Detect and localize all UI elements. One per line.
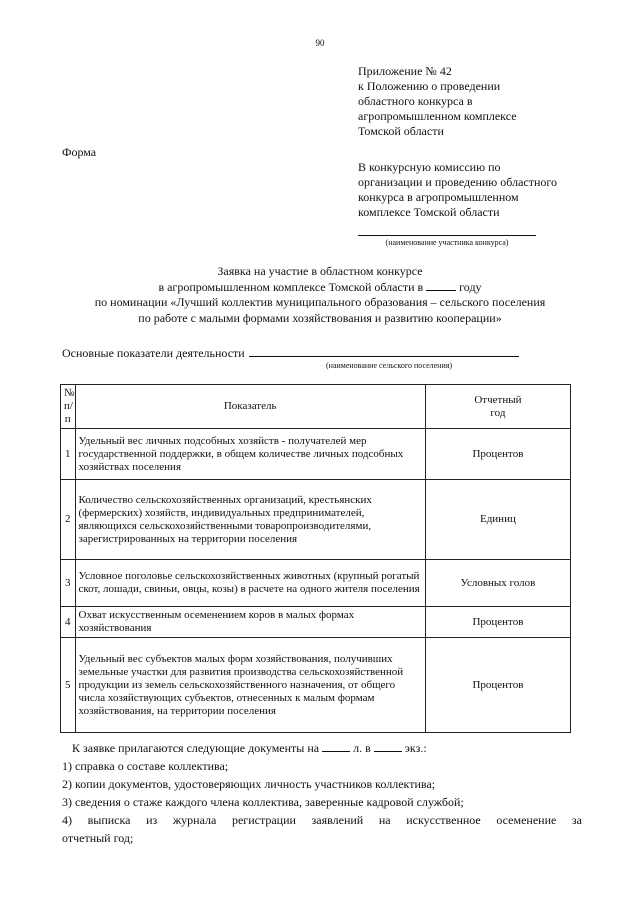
appendix-line: агропромышленном комплексе [358, 109, 517, 123]
document-item-3: 3) сведения о стаже каждого члена коллектива, заверенные кадровой службой; [62, 795, 464, 809]
header-num-line-2: п/п [64, 400, 73, 425]
copies-blank [374, 741, 402, 752]
appendix-line: к Положению о проведении [358, 79, 501, 93]
document-item-2: 2) копии документов, удостоверяющих личность участников коллектива; [62, 777, 436, 791]
title-line-2-end: году [459, 279, 482, 294]
row-number: 3 [61, 560, 76, 607]
document-item-4-line-1: 4) выписка из журнала регистрации заявлений на искусственное осеменение за [62, 813, 582, 827]
row-unit: Условных голов [425, 560, 570, 607]
indicators-label-row [62, 346, 519, 361]
recipient-line: комплексе Томской области [358, 205, 500, 219]
documents-intro-part-1: К заявке прилагаются следующие документы на [72, 741, 320, 755]
row-number: 4 [61, 607, 76, 638]
appendix-header [358, 64, 608, 139]
documents-intro-part-3: экз.: [404, 741, 427, 755]
row-indicator: Удельный вес субъектов малых форм хозяйствования, получивших земельные участки для развития производства сельскохозяйственной продукции из земель сельскохозяйственного назначения, от общего числа хозяйствующих субъектов, отнесенных к малым формам хозяйствования, на территории поселения [75, 638, 425, 733]
documents-intro [72, 741, 427, 756]
header-indicator: Показатель [75, 385, 425, 429]
table-header-row [61, 385, 571, 429]
table-row [61, 607, 571, 638]
row-indicator: Охват искусственным осеменением коров в малых формах хозяйствования [75, 607, 425, 638]
header-unit-line-2: год [490, 406, 506, 419]
recipient-line: конкурса в агропромышленном [358, 190, 519, 204]
title-line-2 [0, 280, 640, 296]
documents-intro-part-2: л. в [353, 741, 371, 755]
appendix-line: Приложение № 42 [358, 64, 452, 78]
row-number: 2 [61, 480, 76, 560]
participant-name-line [358, 235, 536, 236]
title-line-3: по номинации «Лучший коллектив муниципального образования – сельского поселения [94, 295, 546, 309]
application-title [0, 264, 640, 326]
header-unit-line-1: Отчетный [474, 393, 522, 406]
table-row [61, 480, 571, 560]
indicators-label: Основные показатели деятельности [62, 346, 245, 360]
year-blank [426, 280, 456, 291]
pages-blank [322, 741, 350, 752]
appendix-line: Томской области [358, 124, 444, 138]
indicators-table [60, 384, 571, 733]
settlement-name-caption: (наименование сельского поселения) [326, 361, 453, 370]
row-indicator: Количество сельскохозяйственных организаций, крестьянских (фермерских) хозяйств, индивидуальных предпринимателей, являющихся сельскохозяйственными товаропроизводителями, зарегистрированных на территории поселения [75, 480, 425, 560]
row-indicator: Удельный вес личных подсобных хозяйств - получателей мер государственной поддержки, в общем количестве личных подсобных хозяйствах поселения [75, 429, 425, 480]
table-row [61, 560, 571, 607]
row-number: 5 [61, 638, 76, 733]
header-report-year [425, 385, 570, 429]
table-row [61, 638, 571, 733]
recipient-line: В конкурсную комиссию по [358, 160, 501, 174]
row-unit: Процентов [425, 429, 570, 480]
form-label: Форма [62, 145, 97, 159]
title-line-2-start: в агропромышленном комплексе Томской области в [158, 279, 424, 294]
appendix-line: областного конкурса в [358, 94, 473, 108]
row-unit: Процентов [425, 638, 570, 733]
header-num [61, 385, 76, 429]
document-item-4-line-2: отчетный год; [62, 831, 134, 845]
documents-list [62, 757, 582, 847]
title-line-1: Заявка на участие в областном конкурсе [217, 264, 423, 278]
row-indicator: Условное поголовье сельскохозяйственных животных (крупный рогатый скот, лошади, свиньи, овцы, козы) в расчете на одного жителя поселения [75, 560, 425, 607]
title-line-4: по работе с малыми формами хозяйствования и развитию кооперации» [138, 310, 502, 325]
recipient-block [358, 160, 618, 220]
header-num-line-1: № [64, 387, 75, 399]
settlement-name-line [249, 346, 519, 357]
recipient-line: организации и проведению областного [358, 175, 558, 189]
page-number: 90 [315, 38, 325, 48]
table-row [61, 429, 571, 480]
row-unit: Процентов [425, 607, 570, 638]
participant-name-caption: (наименование участника конкурса) [385, 238, 509, 247]
row-unit: Единиц [425, 480, 570, 560]
document-item-1: 1) справка о составе коллектива; [62, 759, 229, 773]
row-number: 1 [61, 429, 76, 480]
